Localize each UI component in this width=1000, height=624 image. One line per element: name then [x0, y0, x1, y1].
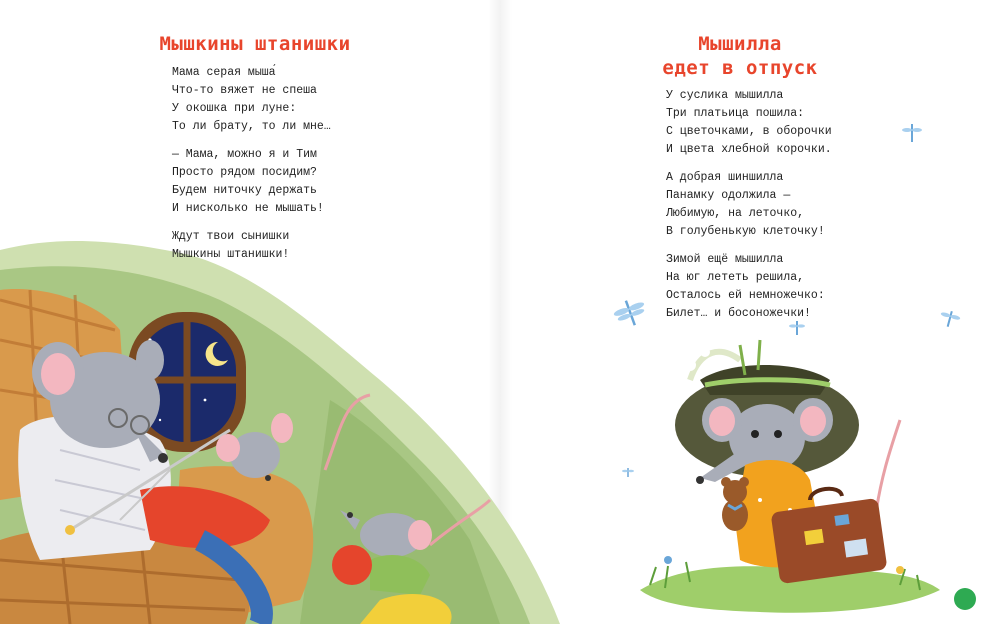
poem-line: Будем ниточку держать [172, 184, 317, 197]
poem-stanza [172, 146, 331, 218]
poem-line: Мама серая мыша́ [172, 66, 276, 79]
left-poem-title: Мышкины штанишки [159, 33, 351, 55]
poem-line: Что-то вяжет не спеша [172, 84, 317, 97]
dragonfly-icon [938, 309, 961, 330]
poem-line: Билет… и босоножечки! [666, 307, 811, 320]
poem-line: Осталось ей немножечко: [666, 289, 825, 302]
poem-line: То ли брату, то ли мне… [172, 120, 331, 133]
poem-line: Зимой ещё мышилла [666, 253, 784, 266]
right-poem-title [650, 32, 830, 80]
poem-line: У окошка при луне: [172, 102, 297, 115]
left-poem [172, 64, 331, 274]
poem-stanza [172, 64, 331, 136]
dragonfly-icon [622, 468, 634, 477]
page-number-badge [954, 588, 976, 610]
poem-line: В голубенькую клеточку! [666, 225, 825, 238]
poem-stanza [666, 169, 832, 241]
poem-line: Три платьица пошила: [666, 107, 805, 120]
poem-line: А добрая шиншилла [666, 171, 784, 184]
dragonfly-icon [611, 295, 650, 330]
poem-line: Просто рядом посидим? [172, 166, 317, 179]
poem-stanza [172, 228, 331, 264]
poem-line: — Мама, можно я и Тим [172, 148, 317, 161]
right-illustration [640, 340, 940, 613]
poem-line: На юг лететь решила, [666, 271, 805, 284]
poem-line: И цвета хлебной корочки. [666, 143, 832, 156]
poem-stanza [666, 251, 832, 323]
left-illustration [0, 241, 560, 624]
poem-line: И нисколько не мышать! [172, 202, 324, 215]
right-poem-title-line-2: едет в отпуск [662, 57, 818, 79]
poem-line: Панамку одолжила — [666, 189, 791, 202]
poem-line: С цветочками, в оборочки [666, 125, 832, 138]
poem-line: У суслика мышилла [666, 89, 784, 102]
poem-line: Любимую, на леточко, [666, 207, 805, 220]
poem-line: Ждут твои сынишки [172, 230, 290, 243]
right-poem [666, 87, 832, 333]
poem-stanza [666, 87, 832, 159]
poem-line: Мышкины штанишки! [172, 248, 290, 261]
right-poem-title-line-1: Мышилла [698, 33, 782, 55]
dragonfly-icon [902, 124, 922, 142]
